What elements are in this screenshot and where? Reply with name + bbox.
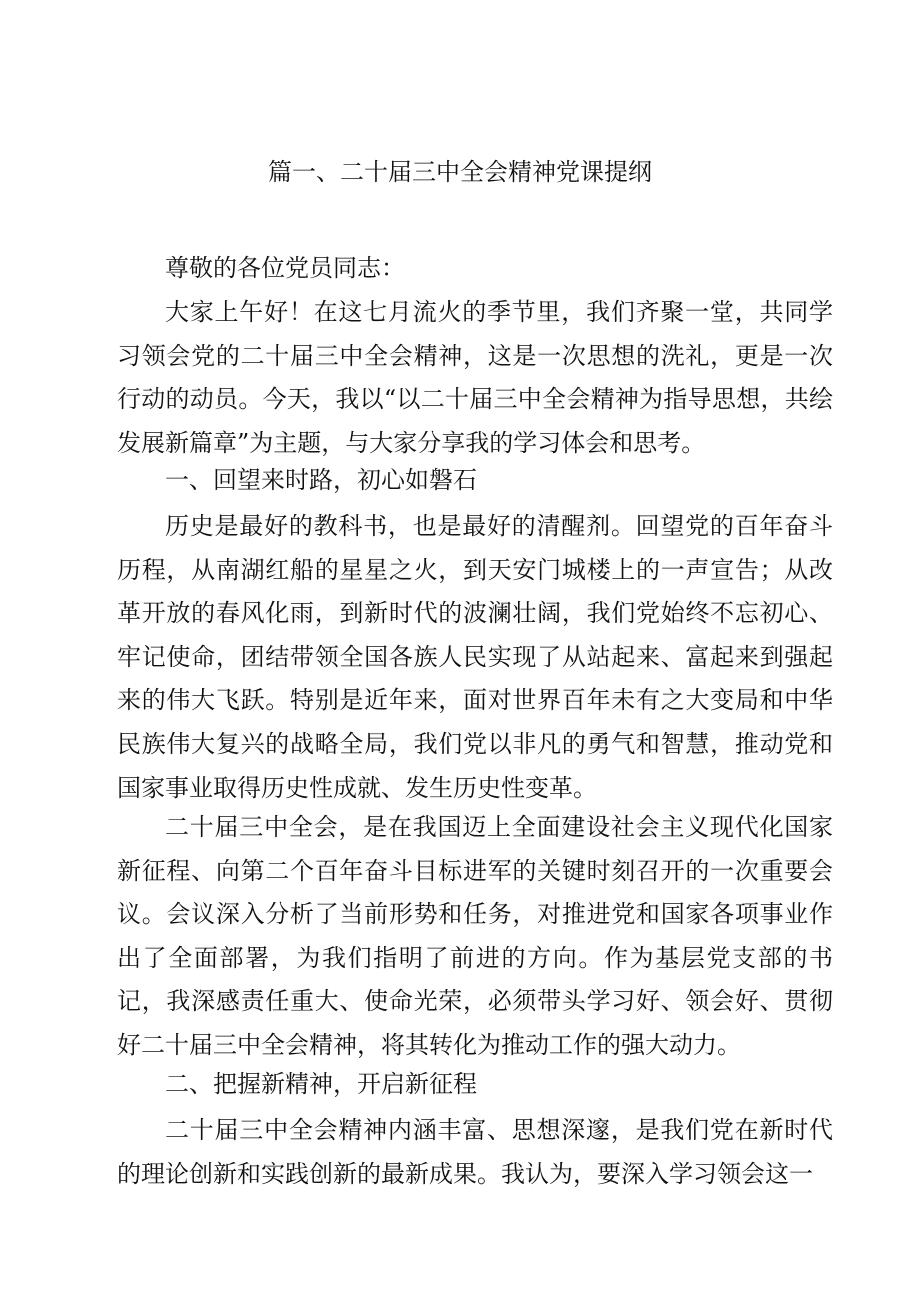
section-1-heading: 一、回望来时路，初心如磐石 xyxy=(165,466,477,494)
section-1-paragraph-2: 二十届三中全会，是在我国迈上全面建设社会主义现代化国家新征程、向第二个百年奋斗目标进军的关键时刻召开的一次重要会议。会议深入分析了当前形势和任务，对推进党和国家各项事业作出了全面部署，为我们指明了前进的方向。作为基层党支部的书记，我深感责任重大、使命光荣，必须带头学习好、领会好、贯彻好二十届三中全会精神，将其转化为推动工作的强大动力。 xyxy=(117,813,833,1059)
section-1-paragraph-1: 历史是最好的教科书，也是最好的清醒剂。回望党的百年奋斗历程，从南湖红船的星星之火，到天安门城楼上的一声宣告；从改革开放的春风化雨，到新时代的波澜壮阔，我们党始终不忘初心、牢记使命，团结带领全国各族人民实现了从站起来、富起来到强起来的伟大飞跃。特别是近年来，面对世界百年未有之大变局和中华民族伟大复兴的战略全局，我们党以非凡的勇气和智慧，推动党和国家事业取得历史性成就、发生历史性变革。 xyxy=(117,512,833,802)
section-2-heading: 二、把握新精神，开启新征程 xyxy=(165,1070,477,1098)
document-title: 篇一、二十届三中全会精神党课提纲 xyxy=(268,158,652,186)
intro-paragraph: 大家上午好！在这七月流火的季节里，我们齐聚一堂，共同学习领会党的二十届三中全会精神，这是一次思想的洗礼，更是一次行动的动员。今天，我以“以二十届三中全会精神为指导思想，共绘发展新篇章”为主题，与大家分享我的学习体会和思考。 xyxy=(117,298,833,457)
section-2-paragraph-1: 二十届三中全会精神内涵丰富、思想深邃，是我们党在新时代的理论创新和实践创新的最新成果。我认为，要深入学习领会这一 xyxy=(117,1116,833,1188)
salutation: 尊敬的各位党员同志： xyxy=(165,254,405,282)
